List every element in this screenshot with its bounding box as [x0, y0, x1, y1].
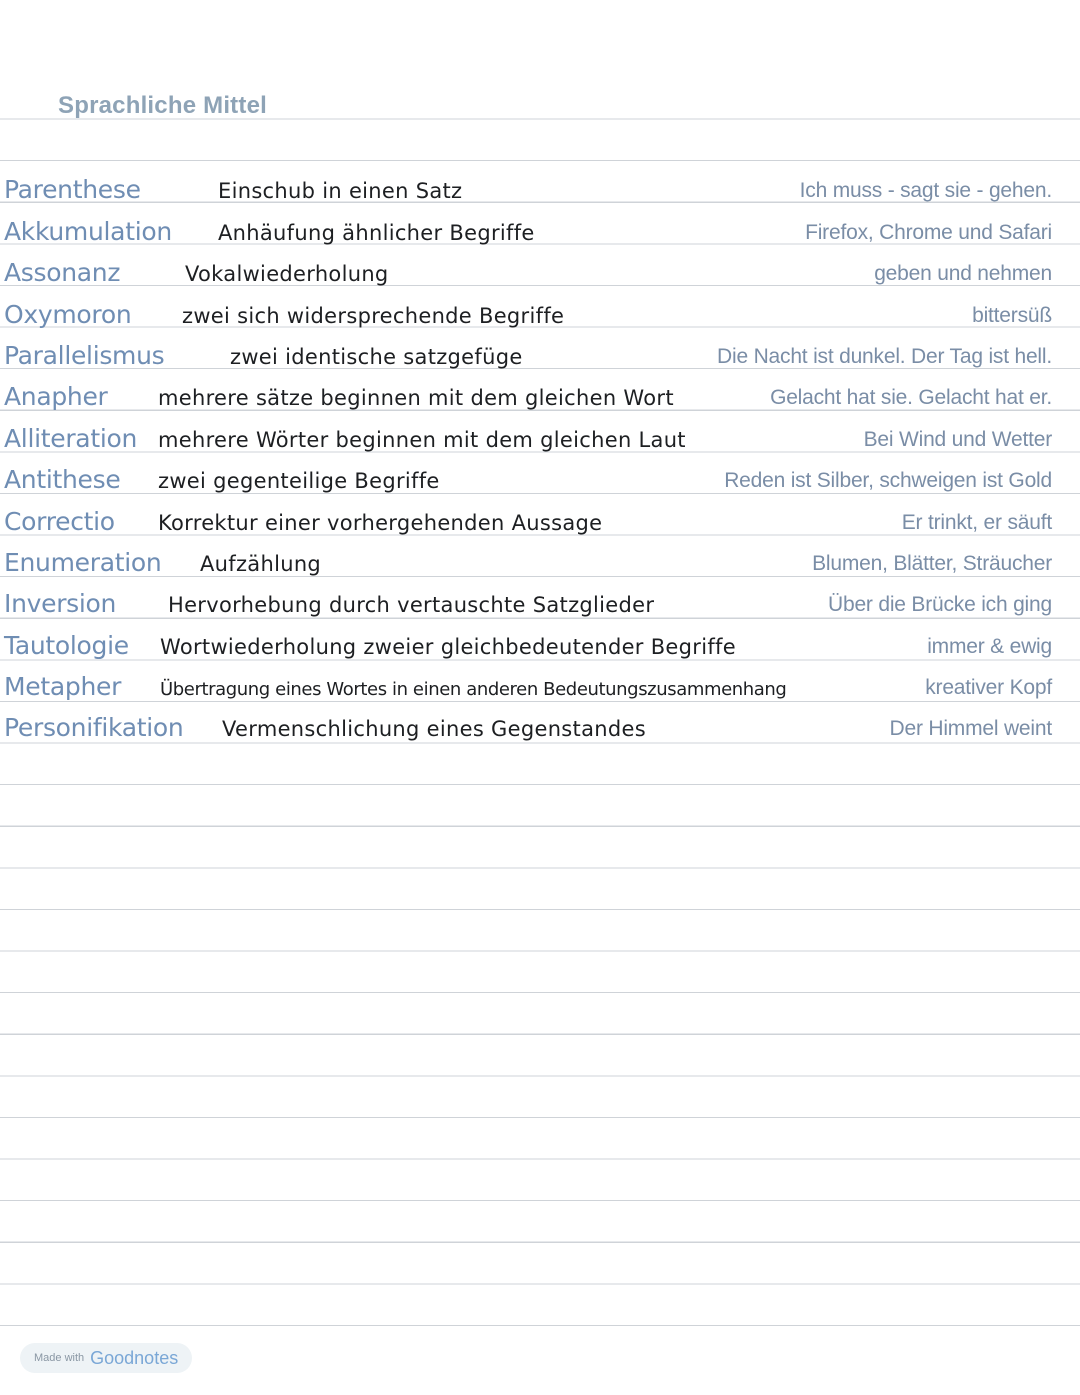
list-item: [0, 460, 1080, 501]
term-example: Ich muss - sagt sie - gehen.: [799, 179, 1052, 203]
term-definition: Einschub in einen Satz: [218, 179, 463, 204]
term-definition: Aufzählung: [200, 551, 322, 576]
term-example: Gelacht hat sie. Gelacht hat er.: [770, 386, 1052, 410]
list-item: [0, 253, 1080, 294]
list-item: [0, 667, 1080, 708]
term-name: Inversion: [4, 589, 117, 619]
term-definition: Korrektur einer vorhergehenden Aussage: [158, 510, 603, 535]
list-item: [0, 708, 1080, 749]
badge-prefix: Made with: [34, 1352, 85, 1364]
term-name: Tautologie: [4, 630, 129, 660]
term-example: immer & ewig: [927, 634, 1052, 658]
term-definition: mehrere sätze beginnen mit dem gleichen Wort: [158, 386, 674, 411]
term-definition: Hervorhebung durch vertauschte Satzglieder: [168, 593, 655, 618]
term-name: Antithese: [4, 465, 121, 495]
term-name: Assonanz: [4, 258, 121, 288]
term-definition: Vermenschlichung eines Gegenstandes: [222, 717, 646, 742]
term-example: Er trinkt, er säuft: [901, 510, 1052, 534]
term-example: Reden ist Silber, schweigen ist Gold: [724, 469, 1052, 493]
term-example: Bei Wind und Wetter: [863, 427, 1052, 451]
term-example: Blumen, Blätter, Sträucher: [812, 551, 1052, 575]
list-item: [0, 625, 1080, 666]
term-name: Alliteration: [4, 423, 138, 453]
term-example: geben und nehmen: [874, 262, 1052, 286]
page-title: Sprachliche Mittel: [58, 92, 267, 119]
term-example: Firefox, Chrome und Safari: [805, 220, 1052, 244]
list-item: [0, 418, 1080, 459]
goodnotes-badge[interactable]: [20, 1343, 192, 1373]
term-name: Akkumulation: [4, 216, 172, 246]
term-name: Correctio: [4, 506, 115, 536]
list-item: [0, 294, 1080, 335]
term-name: Metapher: [4, 672, 122, 702]
term-definition: Übertragung eines Wortes in einen anderen Bedeutungszusammenhang: [160, 679, 787, 701]
term-definition: zwei gegenteilige Begriffe: [158, 469, 440, 494]
term-definition: Anhäufung ähnlicher Begriffe: [218, 220, 535, 245]
goodnotes-logo: Goodnotes: [90, 1347, 179, 1368]
list-item: [0, 543, 1080, 584]
list-item: [0, 211, 1080, 252]
list-item: [0, 584, 1080, 625]
list-item: [0, 377, 1080, 418]
term-example: kreativer Kopf: [925, 676, 1052, 700]
term-name: Anapher: [4, 382, 108, 412]
term-name: Oxymoron: [4, 299, 132, 329]
term-definition: Wortwiederholung zweier gleichbedeutender Begriffe: [160, 634, 736, 659]
list-item: [0, 501, 1080, 542]
term-example: bittersüß: [972, 303, 1052, 327]
term-example: Die Nacht ist dunkel. Der Tag ist hell.: [717, 344, 1052, 368]
term-example: Über die Brücke ich ging: [828, 593, 1052, 617]
term-name: Parallelismus: [4, 340, 165, 370]
term-definition: zwei sich widersprechende Begriffe: [182, 303, 565, 328]
term-name: Personifikation: [4, 713, 184, 743]
term-definition: zwei identische satzgefüge: [230, 344, 523, 369]
list-item: [0, 170, 1080, 211]
term-name: Parenthese: [4, 175, 141, 205]
term-name: Enumeration: [4, 547, 162, 577]
term-definition: Vokalwiederholung: [185, 262, 389, 287]
term-definition: mehrere Wörter beginnen mit dem gleichen Laut: [158, 427, 686, 452]
term-example: Der Himmel weint: [889, 717, 1052, 741]
list-item: [0, 336, 1080, 377]
term-list: [0, 170, 1080, 749]
